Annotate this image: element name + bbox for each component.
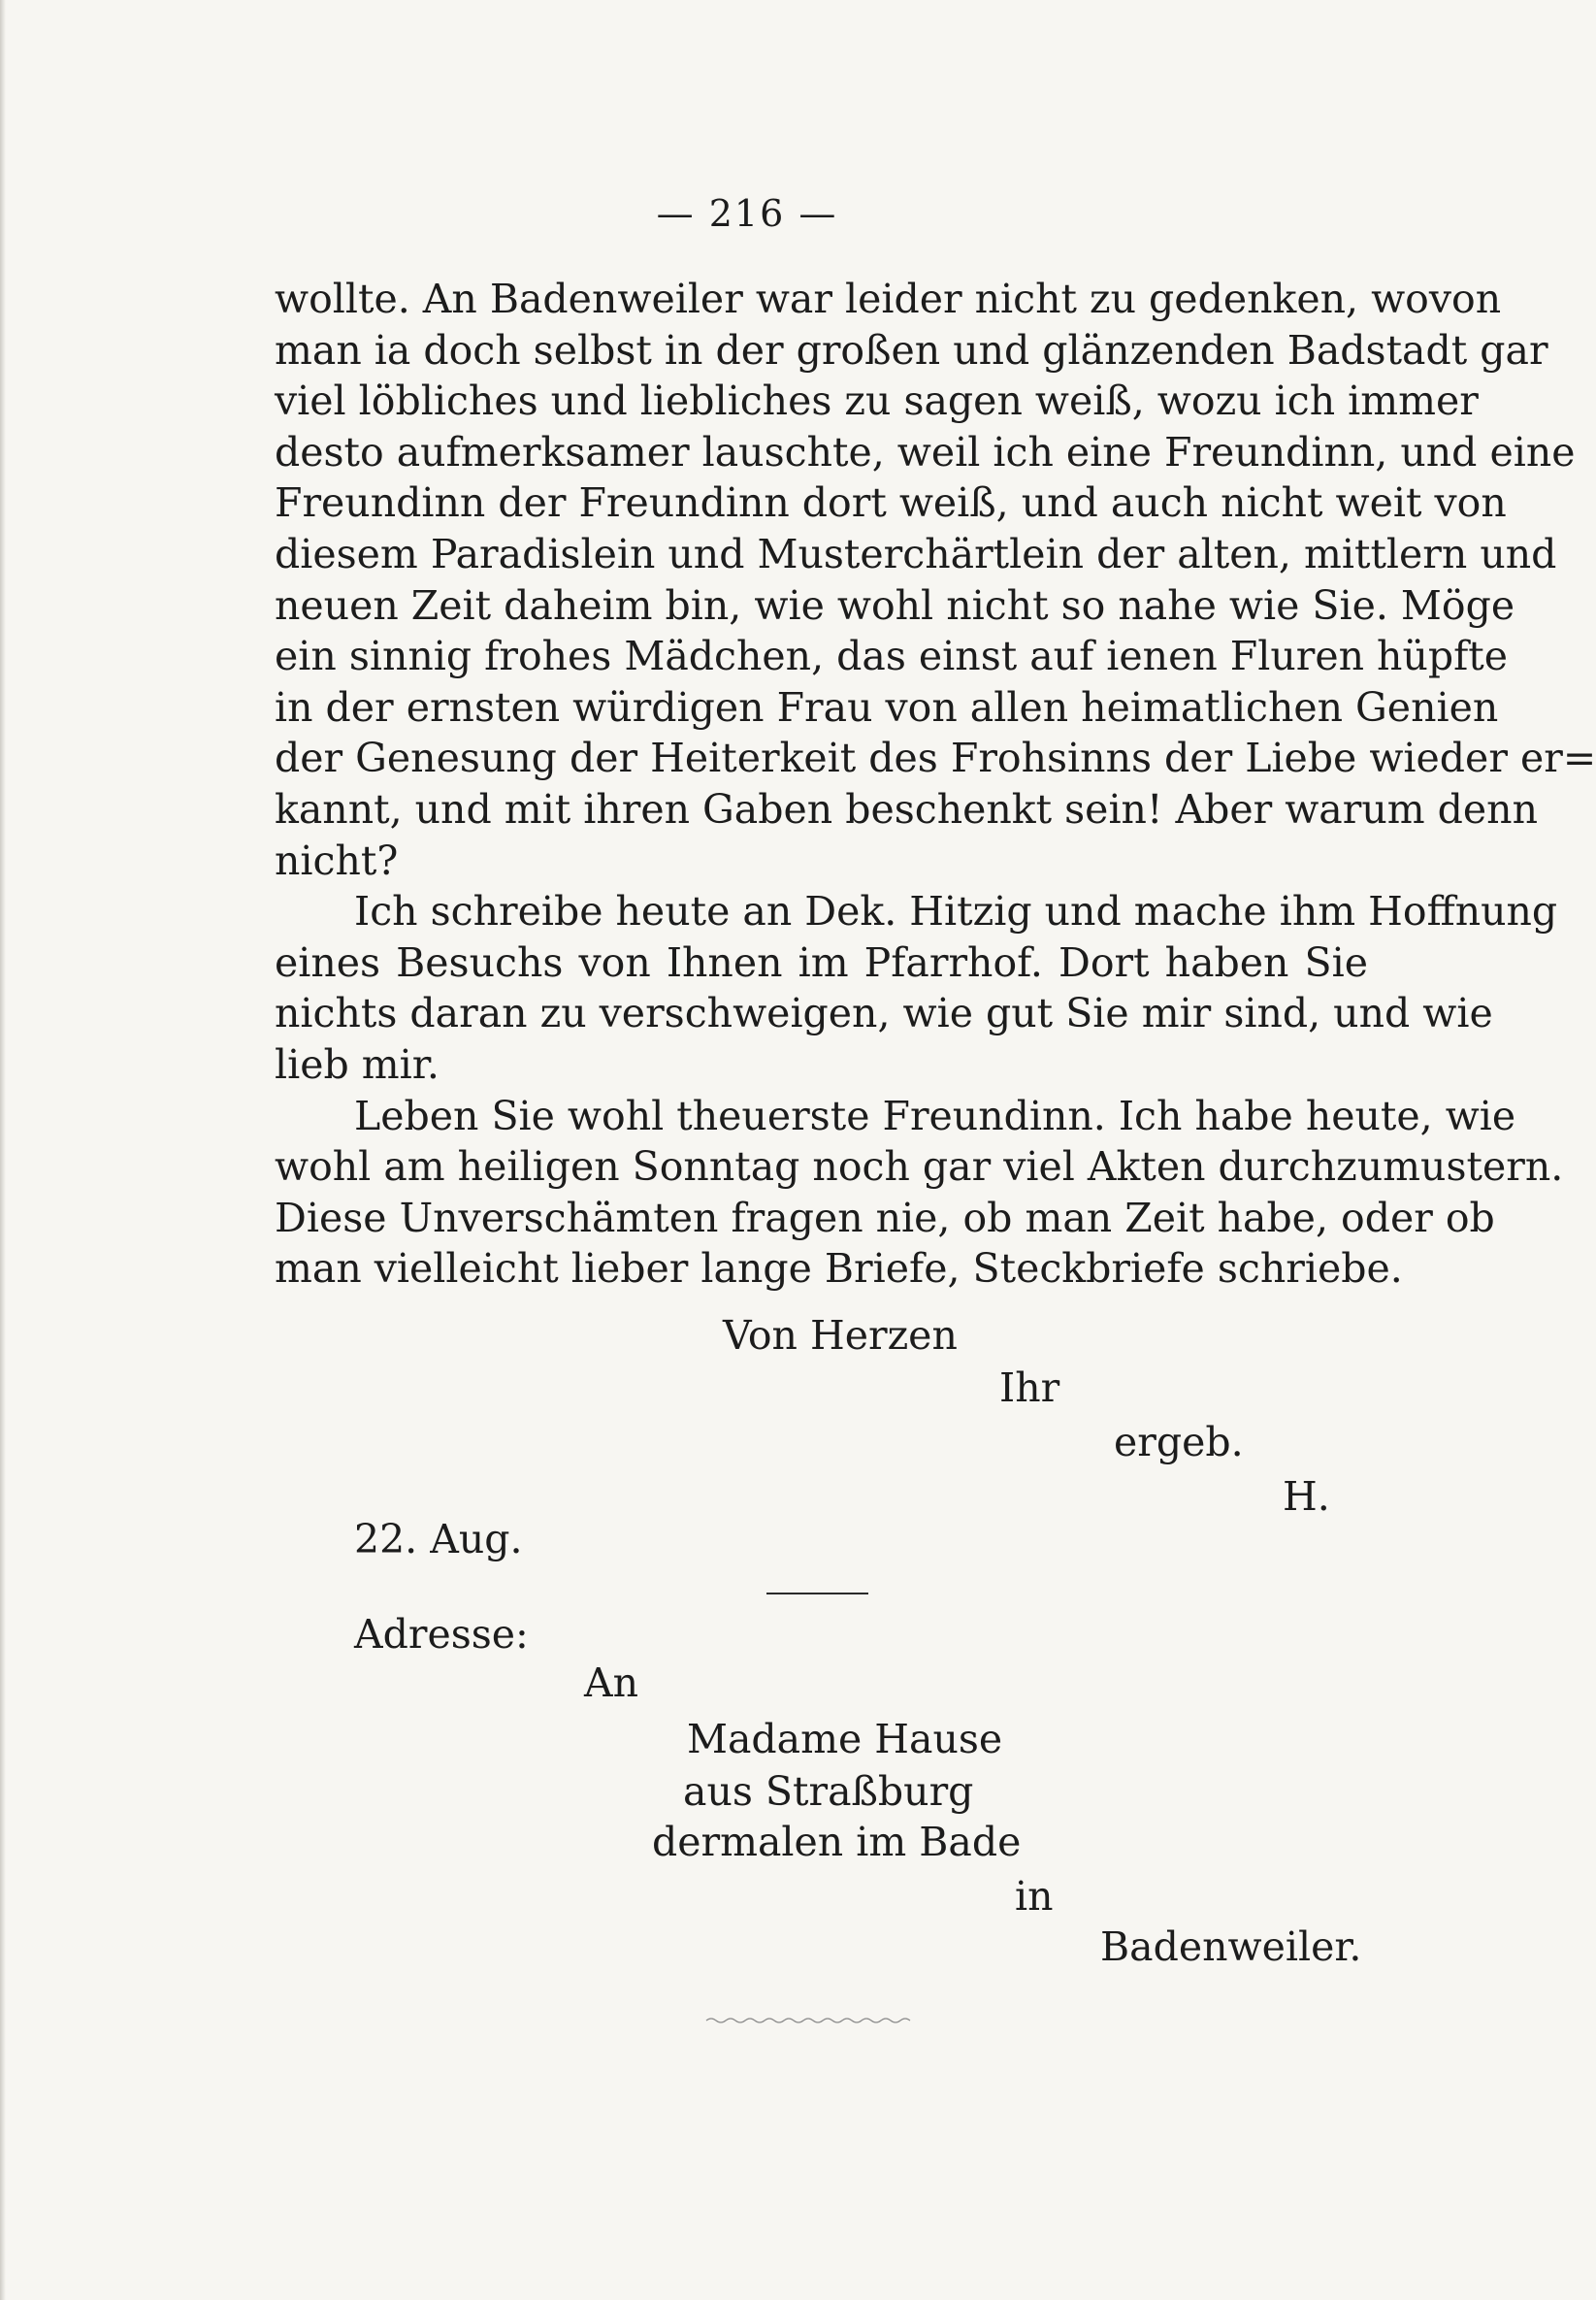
text-line: nicht? <box>275 837 399 884</box>
page-number: — 216 — <box>656 192 838 235</box>
text-line: Leben Sie wohl theuerste Freundinn. Ich habe heute, wie <box>354 1092 1516 1139</box>
text-line: viel löbliches und liebliches zu sagen weiß, wozu ich immer <box>275 378 1479 425</box>
text-line: neuen Zeit daheim bin, wie wohl nicht so nahe wie Sie. Möge <box>275 581 1515 629</box>
text-line: lieb mir. <box>275 1040 440 1088</box>
address-from: aus Straßburg <box>683 1768 974 1815</box>
text-line: eines Besuchs von Ihnen im Pfarrhof. Dort haben Sie <box>275 938 1368 986</box>
paragraph-1 <box>275 274 1596 886</box>
text-line: wollte. An Badenweiler war leider nicht zu gedenken, wovon <box>275 276 1502 322</box>
page-edge-shadow <box>0 0 6 2300</box>
text-line: Ich schreibe heute an Dek. Hitzig und mache ihm Hoffnung <box>354 888 1558 936</box>
text-line: ein sinnig frohes Mädchen, das einst auf ienen Fluren hüpfte <box>275 633 1509 680</box>
text-line: wohl am heiligen Sonntag noch gar viel Akten durchzumustern. <box>275 1143 1564 1191</box>
text-line: Freundinn der Freundinn dort weiß, und auch nicht weit von <box>275 479 1507 527</box>
text-line: in der ernsten würdigen Frau von allen heimatlichen Genien <box>275 683 1499 731</box>
address-location: dermalen im Bade <box>652 1819 1022 1865</box>
address-name: Madame Hause <box>687 1716 1003 1762</box>
text-line: nichts daran zu verschweigen, wie gut Sie mir sind, und wie <box>275 990 1493 1037</box>
text-line: man vielleicht lieber lange Briefe, Steckbriefe schriebe. <box>275 1245 1403 1293</box>
decorative-ornament <box>706 2017 915 2024</box>
letter-date: 22. Aug. <box>354 1516 523 1562</box>
paragraph-2 <box>275 886 1558 1090</box>
text-line: diesem Paradislein und Musterchärtlein der alten, mittlern und <box>275 530 1557 577</box>
letter-body <box>275 274 1596 1295</box>
closing-yours: Ihr <box>999 1364 1060 1411</box>
address-label: Adresse: <box>354 1611 529 1658</box>
text-line: Diese Unverschämten fragen nie, ob man Zeit habe, oder ob <box>275 1194 1495 1241</box>
text-line: man ia doch selbst in der großen und glänzenden Badstadt gar <box>275 326 1548 374</box>
closing-devoted: ergeb. <box>1114 1419 1244 1465</box>
address-to: An <box>584 1659 639 1706</box>
text-line: der Genesung der Heiterkeit des Frohsinns der Liebe wieder er= <box>275 735 1596 782</box>
address-in: in <box>1015 1873 1054 1920</box>
paragraph-3 <box>275 1091 1564 1295</box>
text-line: kannt, und mit ihren Gaben beschenkt sein! Aber warum denn <box>275 785 1538 833</box>
closing-greeting: Von Herzen <box>723 1312 958 1359</box>
address-place: Badenweiler. <box>1100 1923 1362 1970</box>
signature-initial: H. <box>1283 1473 1330 1520</box>
text-line: desto aufmerksamer lauschte, weil ich eine Freundinn, und eine <box>275 428 1576 476</box>
separator-rule <box>766 1593 868 1594</box>
